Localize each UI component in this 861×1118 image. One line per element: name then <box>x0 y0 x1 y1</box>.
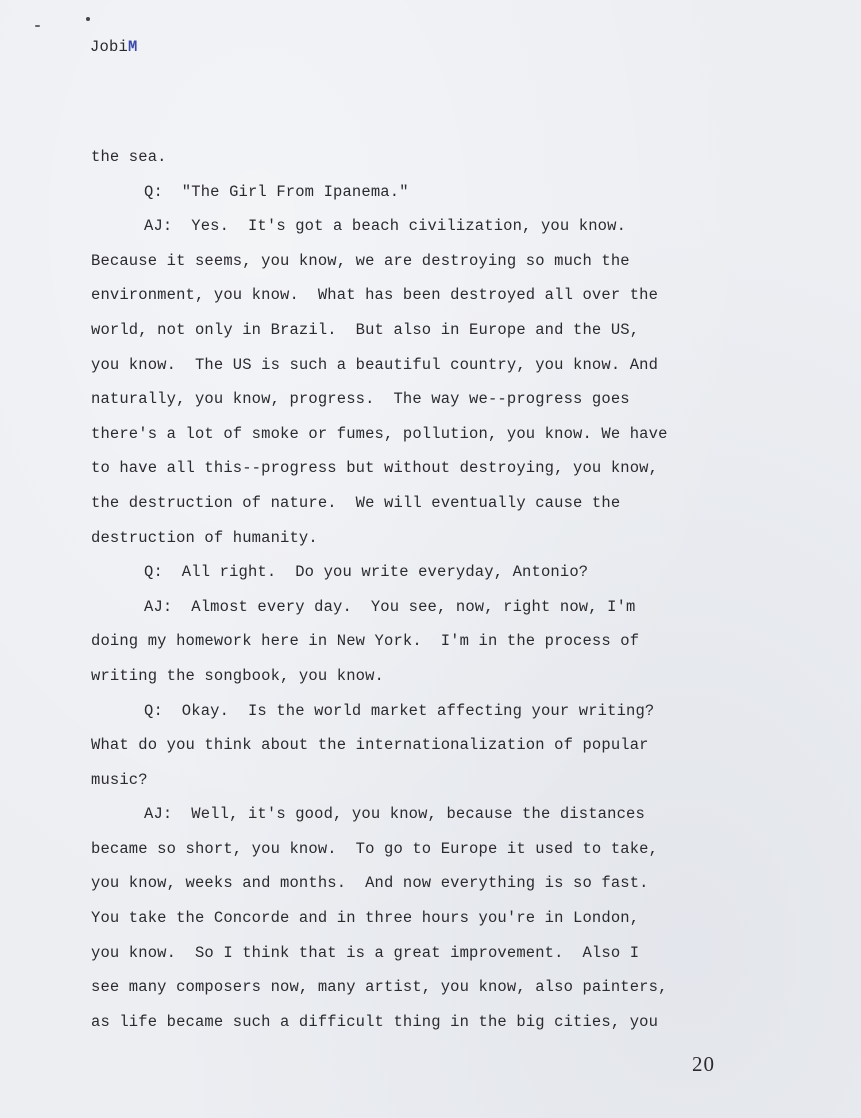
paper-speck <box>35 25 40 27</box>
transcript-line: AJ: Well, it's good, you know, because the distances <box>144 805 645 824</box>
transcript-line: the sea. <box>91 148 167 166</box>
transcript-line: there's a lot of smoke or fumes, pollution, you know. We have <box>91 424 668 443</box>
transcript-body <box>91 140 731 1039</box>
transcript-line: AJ: Almost every day. You see, now, right now, I'm <box>144 597 636 616</box>
header-handwritten-mark: M <box>128 38 138 56</box>
page-number: 20 <box>692 1052 715 1076</box>
transcript-line: see many composers now, many artist, you know, also painters, <box>91 978 668 997</box>
transcript-line: Q: Okay. Is the world market affecting your writing? <box>144 701 655 720</box>
transcript-line: destruction of humanity. <box>91 528 318 547</box>
transcript-line: What do you think about the internationalization of popular <box>91 736 649 755</box>
transcript-line: environment, you know. What has been destroyed all over the <box>91 286 659 305</box>
transcript-line: AJ: Yes. It's got a beach civilization, you know. <box>144 217 627 236</box>
transcript-line: you know. So I think that is a great improvement. Also I <box>91 943 640 962</box>
transcript-line: to have all this--progress but without destroying, you know, <box>91 459 659 478</box>
transcript-line: you know. The US is such a beautiful country, you know. And <box>91 355 659 374</box>
transcript-line: music? <box>91 770 148 789</box>
transcript-line: you know, weeks and months. And now everything is so fast. <box>91 874 649 893</box>
transcript-line: Because it seems, you know, we are destroying so much the <box>91 251 630 270</box>
running-header <box>90 38 138 56</box>
transcript-line: Q: "The Girl From Ipanema." <box>144 182 409 201</box>
transcript-line: became so short, you know. To go to Europe it used to take, <box>91 839 659 858</box>
transcript-line: writing the songbook, you know. <box>91 666 384 685</box>
transcript-line: Q: All right. Do you write everyday, Antonio? <box>144 563 589 582</box>
transcript-line: doing my homework here in New York. I'm in the process of <box>91 632 640 651</box>
transcript-line: world, not only in Brazil. But also in Europe and the US, <box>91 320 640 339</box>
paper-speck <box>86 17 90 21</box>
header-name: Jobi <box>90 38 129 56</box>
transcript-line: You take the Concorde and in three hours you're in London, <box>91 909 640 928</box>
transcript-line: the destruction of nature. We will eventually cause the <box>91 493 621 512</box>
transcript-line: as life became such a difficult thing in the big cities, you <box>91 1012 659 1031</box>
transcript-line: naturally, you know, progress. The way we--progress goes <box>91 390 630 409</box>
